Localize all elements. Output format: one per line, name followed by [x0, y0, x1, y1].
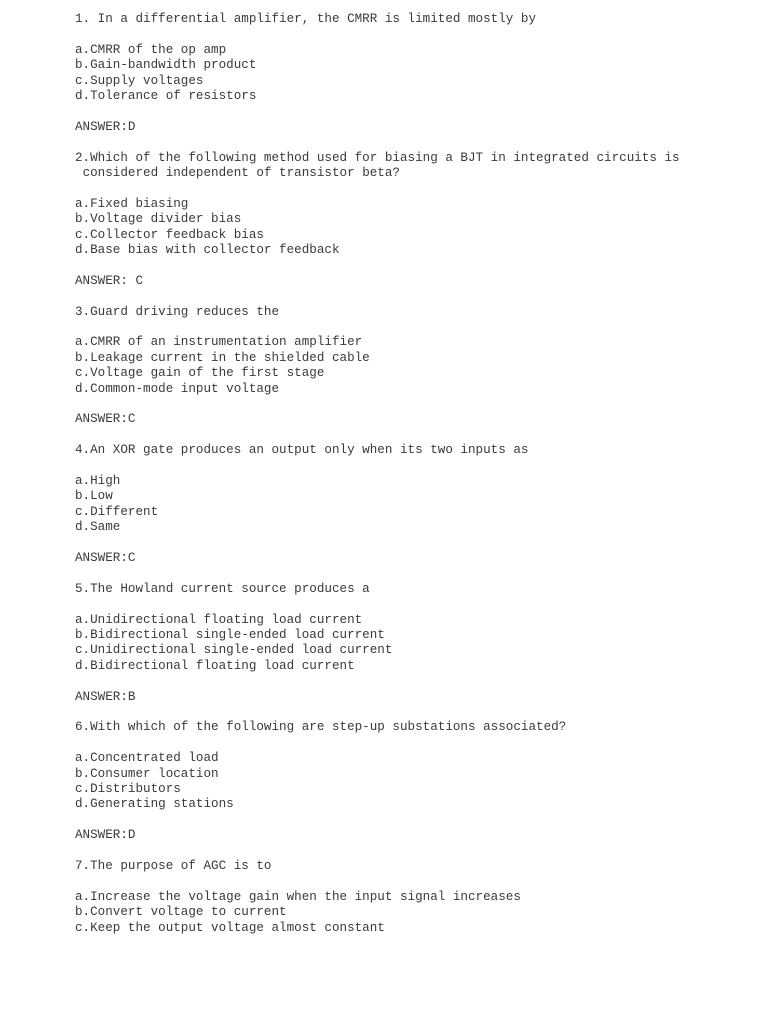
question-block-2: [75, 151, 745, 290]
answer-text: ANSWER:C: [75, 412, 136, 427]
option-list: [75, 197, 745, 259]
option-list: [75, 474, 745, 536]
option-c: c.Supply voltages: [75, 73, 204, 88]
option-a: a.CMRR of the op amp: [75, 42, 227, 57]
question-text: 4.An XOR gate produces an output only when its two inputs as: [75, 443, 529, 458]
option-b: b.Gain-bandwidth product: [75, 58, 257, 73]
option-c: c.Unidirectional single-ended load current: [75, 643, 393, 658]
option-a: a.CMRR of an instrumentation amplifier: [75, 335, 363, 350]
option-c: c.Distributors: [75, 782, 181, 797]
answer-text: ANSWER:C: [75, 551, 136, 566]
option-b: b.Leakage current in the shielded cable: [75, 350, 370, 365]
option-list: [75, 751, 745, 813]
answer-text: ANSWER: C: [75, 273, 144, 288]
option-d: d.Tolerance of resistors: [75, 89, 257, 104]
option-b: b.Voltage divider bias: [75, 212, 242, 227]
option-b: b.Low: [75, 489, 113, 504]
option-d: d.Base bias with collector feedback: [75, 243, 340, 258]
question-block-5: [75, 582, 745, 705]
question-text: 2.Which of the following method used for biasing a BJT in integrated circuits is considered independent of transistor beta?: [75, 150, 680, 181]
question-block-6: [75, 720, 745, 843]
option-a: a.Fixed biasing: [75, 196, 189, 211]
option-c: c.Voltage gain of the first stage: [75, 366, 325, 381]
option-list: [75, 613, 745, 675]
answer-text: ANSWER:B: [75, 689, 136, 704]
option-a: a.Increase the voltage gain when the input signal increases: [75, 889, 521, 904]
question-text: 7.The purpose of AGC is to: [75, 859, 272, 874]
question-text: 3.Guard driving reduces the: [75, 304, 280, 319]
answer-text: ANSWER:D: [75, 828, 136, 843]
option-list: [75, 335, 745, 397]
question-block-3: [75, 305, 745, 428]
option-b: b.Convert voltage to current: [75, 905, 287, 920]
option-a: a.High: [75, 474, 121, 489]
option-d: d.Bidirectional floating load current: [75, 658, 355, 673]
question-block-1: [75, 12, 745, 135]
option-c: c.Collector feedback bias: [75, 227, 264, 242]
option-d: d.Common-mode input voltage: [75, 381, 280, 396]
option-b: b.Bidirectional single-ended load current: [75, 628, 385, 643]
option-d: d.Same: [75, 520, 121, 535]
option-a: a.Unidirectional floating load current: [75, 612, 363, 627]
option-d: d.Generating stations: [75, 797, 234, 812]
question-block-4: [75, 443, 745, 566]
document-page: [75, 12, 745, 951]
question-text: 5.The Howland current source produces a: [75, 581, 370, 596]
question-block-7: [75, 859, 745, 936]
option-c: c.Keep the output voltage almost constant: [75, 920, 385, 935]
option-list: [75, 890, 745, 936]
option-c: c.Different: [75, 504, 159, 519]
question-text: 1. In a differential amplifier, the CMRR is limited mostly by: [75, 12, 537, 26]
option-a: a.Concentrated load: [75, 751, 219, 766]
option-b: b.Consumer location: [75, 766, 219, 781]
option-list: [75, 43, 745, 105]
answer-text: ANSWER:D: [75, 119, 136, 134]
question-text: 6.With which of the following are step-up substations associated?: [75, 720, 567, 735]
